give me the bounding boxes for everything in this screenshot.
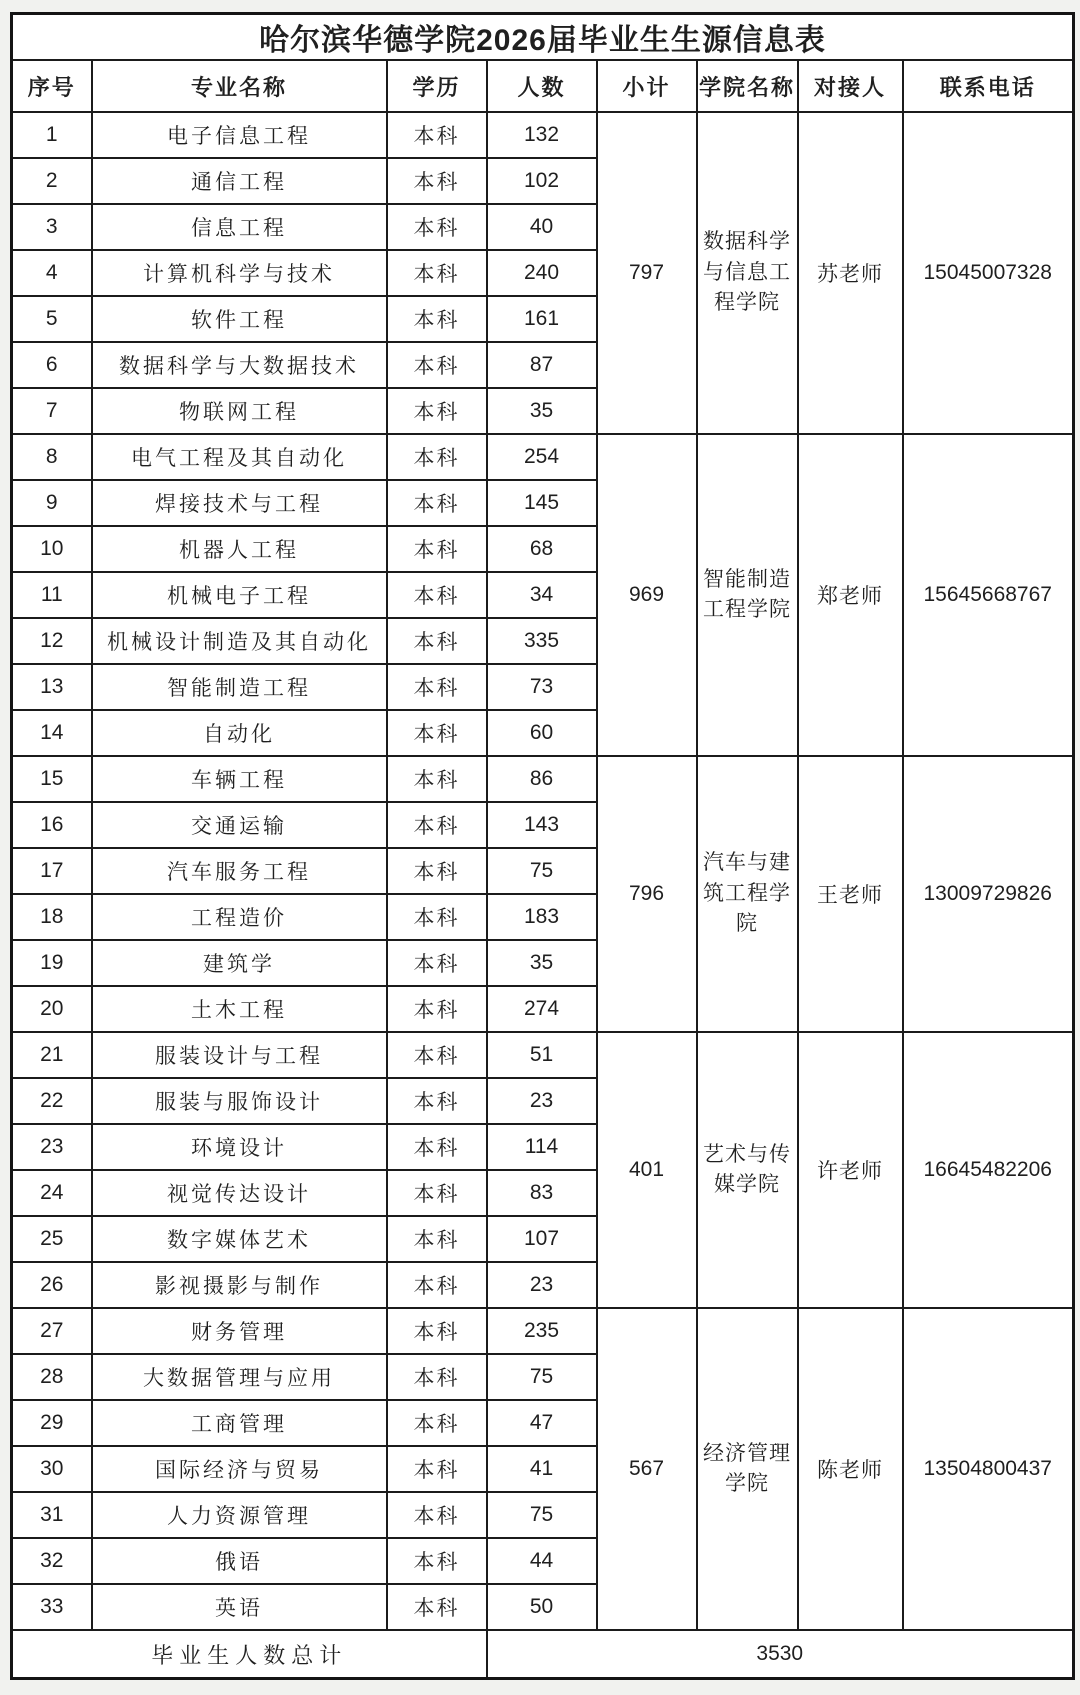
degree-cell: 本科	[387, 756, 487, 802]
college-cell: 数据科学与信息工程学院	[697, 112, 798, 434]
degree-cell: 本科	[387, 1492, 487, 1538]
major-cell: 建筑学	[92, 940, 387, 986]
column-header-phone: 联系电话	[903, 60, 1074, 112]
count-cell: 23	[487, 1262, 597, 1308]
subtotal-cell: 797	[597, 112, 697, 434]
contact-cell: 王老师	[798, 756, 903, 1032]
count-cell: 114	[487, 1124, 597, 1170]
index-cell: 4	[12, 250, 92, 296]
index-cell: 12	[12, 618, 92, 664]
index-cell: 27	[12, 1308, 92, 1354]
count-cell: 50	[487, 1584, 597, 1630]
major-cell: 通信工程	[92, 158, 387, 204]
column-header-major: 专业名称	[92, 60, 387, 112]
index-cell: 7	[12, 388, 92, 434]
index-cell: 28	[12, 1354, 92, 1400]
degree-cell: 本科	[387, 1124, 487, 1170]
degree-cell: 本科	[387, 1078, 487, 1124]
count-cell: 143	[487, 802, 597, 848]
degree-cell: 本科	[387, 1032, 487, 1078]
major-cell: 物联网工程	[92, 388, 387, 434]
degree-cell: 本科	[387, 158, 487, 204]
major-cell: 智能制造工程	[92, 664, 387, 710]
phone-cell: 13009729826	[903, 756, 1074, 1032]
header-row	[12, 60, 1074, 112]
index-cell: 23	[12, 1124, 92, 1170]
major-cell: 环境设计	[92, 1124, 387, 1170]
count-cell: 40	[487, 204, 597, 250]
major-cell: 工商管理	[92, 1400, 387, 1446]
degree-cell: 本科	[387, 848, 487, 894]
degree-cell: 本科	[387, 480, 487, 526]
count-cell: 75	[487, 1354, 597, 1400]
major-cell: 汽车服务工程	[92, 848, 387, 894]
index-cell: 1	[12, 112, 92, 158]
phone-cell: 15045007328	[903, 112, 1074, 434]
subtotal-cell: 567	[597, 1308, 697, 1630]
index-cell: 31	[12, 1492, 92, 1538]
count-cell: 35	[487, 940, 597, 986]
title-row	[12, 14, 1074, 61]
phone-cell: 16645482206	[903, 1032, 1074, 1308]
count-cell: 235	[487, 1308, 597, 1354]
degree-cell: 本科	[387, 434, 487, 480]
count-cell: 68	[487, 526, 597, 572]
degree-cell: 本科	[387, 250, 487, 296]
index-cell: 22	[12, 1078, 92, 1124]
count-cell: 335	[487, 618, 597, 664]
index-cell: 6	[12, 342, 92, 388]
major-cell: 电气工程及其自动化	[92, 434, 387, 480]
college-cell: 汽车与建筑工程学院	[697, 756, 798, 1032]
count-cell: 145	[487, 480, 597, 526]
major-cell: 服装与服饰设计	[92, 1078, 387, 1124]
index-cell: 13	[12, 664, 92, 710]
major-cell: 影视摄影与制作	[92, 1262, 387, 1308]
index-cell: 32	[12, 1538, 92, 1584]
degree-cell: 本科	[387, 894, 487, 940]
degree-cell: 本科	[387, 1584, 487, 1630]
degree-cell: 本科	[387, 526, 487, 572]
count-cell: 240	[487, 250, 597, 296]
degree-cell: 本科	[387, 1170, 487, 1216]
index-cell: 16	[12, 802, 92, 848]
count-cell: 23	[487, 1078, 597, 1124]
major-cell: 国际经济与贸易	[92, 1446, 387, 1492]
degree-cell: 本科	[387, 388, 487, 434]
degree-cell: 本科	[387, 802, 487, 848]
count-cell: 107	[487, 1216, 597, 1262]
major-cell: 焊接技术与工程	[92, 480, 387, 526]
column-header-count: 人数	[487, 60, 597, 112]
major-cell: 软件工程	[92, 296, 387, 342]
index-cell: 24	[12, 1170, 92, 1216]
index-cell: 18	[12, 894, 92, 940]
major-cell: 计算机科学与技术	[92, 250, 387, 296]
index-cell: 5	[12, 296, 92, 342]
count-cell: 161	[487, 296, 597, 342]
phone-cell: 13504800437	[903, 1308, 1074, 1630]
count-cell: 75	[487, 1492, 597, 1538]
count-cell: 75	[487, 848, 597, 894]
count-cell: 183	[487, 894, 597, 940]
contact-cell: 许老师	[798, 1032, 903, 1308]
count-cell: 47	[487, 1400, 597, 1446]
table-row	[12, 756, 1074, 802]
index-cell: 19	[12, 940, 92, 986]
count-cell: 132	[487, 112, 597, 158]
college-cell: 智能制造工程学院	[697, 434, 798, 756]
column-header-college: 学院名称	[697, 60, 798, 112]
degree-cell: 本科	[387, 986, 487, 1032]
major-cell: 服装设计与工程	[92, 1032, 387, 1078]
major-cell: 机械电子工程	[92, 572, 387, 618]
index-cell: 8	[12, 434, 92, 480]
phone-cell: 15645668767	[903, 434, 1074, 756]
major-cell: 信息工程	[92, 204, 387, 250]
degree-cell: 本科	[387, 1538, 487, 1584]
index-cell: 9	[12, 480, 92, 526]
major-cell: 财务管理	[92, 1308, 387, 1354]
major-cell: 人力资源管理	[92, 1492, 387, 1538]
count-cell: 34	[487, 572, 597, 618]
index-cell: 29	[12, 1400, 92, 1446]
column-header-subtotal: 小计	[597, 60, 697, 112]
count-cell: 87	[487, 342, 597, 388]
index-cell: 26	[12, 1262, 92, 1308]
footer-total-label: 毕业生人数总计	[12, 1630, 487, 1679]
degree-cell: 本科	[387, 296, 487, 342]
footer-total-value: 3530	[487, 1630, 1074, 1679]
degree-cell: 本科	[387, 204, 487, 250]
index-cell: 33	[12, 1584, 92, 1630]
index-cell: 30	[12, 1446, 92, 1492]
contact-cell: 苏老师	[798, 112, 903, 434]
contact-cell: 郑老师	[798, 434, 903, 756]
footer-row	[12, 1630, 1074, 1679]
major-cell: 英语	[92, 1584, 387, 1630]
index-cell: 10	[12, 526, 92, 572]
graduate-info-table	[10, 12, 1075, 1680]
degree-cell: 本科	[387, 572, 487, 618]
count-cell: 254	[487, 434, 597, 480]
subtotal-cell: 969	[597, 434, 697, 756]
count-cell: 83	[487, 1170, 597, 1216]
count-cell: 51	[487, 1032, 597, 1078]
major-cell: 交通运输	[92, 802, 387, 848]
degree-cell: 本科	[387, 1354, 487, 1400]
index-cell: 3	[12, 204, 92, 250]
count-cell: 102	[487, 158, 597, 204]
index-cell: 20	[12, 986, 92, 1032]
index-cell: 11	[12, 572, 92, 618]
count-cell: 44	[487, 1538, 597, 1584]
count-cell: 35	[487, 388, 597, 434]
column-header-degree: 学历	[387, 60, 487, 112]
subtotal-cell: 796	[597, 756, 697, 1032]
index-cell: 17	[12, 848, 92, 894]
index-cell: 25	[12, 1216, 92, 1262]
degree-cell: 本科	[387, 112, 487, 158]
degree-cell: 本科	[387, 1216, 487, 1262]
degree-cell: 本科	[387, 1262, 487, 1308]
count-cell: 41	[487, 1446, 597, 1492]
count-cell: 60	[487, 710, 597, 756]
index-cell: 14	[12, 710, 92, 756]
column-header-contact: 对接人	[798, 60, 903, 112]
degree-cell: 本科	[387, 618, 487, 664]
contact-cell: 陈老师	[798, 1308, 903, 1630]
degree-cell: 本科	[387, 1446, 487, 1492]
subtotal-cell: 401	[597, 1032, 697, 1308]
table-row	[12, 1308, 1074, 1354]
college-cell: 艺术与传媒学院	[697, 1032, 798, 1308]
major-cell: 数字媒体艺术	[92, 1216, 387, 1262]
degree-cell: 本科	[387, 1308, 487, 1354]
major-cell: 俄语	[92, 1538, 387, 1584]
count-cell: 274	[487, 986, 597, 1032]
index-cell: 15	[12, 756, 92, 802]
college-cell: 经济管理学院	[697, 1308, 798, 1630]
table-row	[12, 112, 1074, 158]
major-cell: 车辆工程	[92, 756, 387, 802]
table-row	[12, 1032, 1074, 1078]
major-cell: 土木工程	[92, 986, 387, 1032]
major-cell: 数据科学与大数据技术	[92, 342, 387, 388]
degree-cell: 本科	[387, 710, 487, 756]
index-cell: 2	[12, 158, 92, 204]
count-cell: 86	[487, 756, 597, 802]
major-cell: 机械设计制造及其自动化	[92, 618, 387, 664]
table-row	[12, 434, 1074, 480]
count-cell: 73	[487, 664, 597, 710]
table-title: 哈尔滨华德学院2026届毕业生生源信息表	[12, 14, 1074, 61]
major-cell: 工程造价	[92, 894, 387, 940]
degree-cell: 本科	[387, 342, 487, 388]
degree-cell: 本科	[387, 1400, 487, 1446]
degree-cell: 本科	[387, 940, 487, 986]
column-header-index: 序号	[12, 60, 92, 112]
major-cell: 自动化	[92, 710, 387, 756]
major-cell: 视觉传达设计	[92, 1170, 387, 1216]
index-cell: 21	[12, 1032, 92, 1078]
major-cell: 机器人工程	[92, 526, 387, 572]
major-cell: 电子信息工程	[92, 112, 387, 158]
major-cell: 大数据管理与应用	[92, 1354, 387, 1400]
degree-cell: 本科	[387, 664, 487, 710]
